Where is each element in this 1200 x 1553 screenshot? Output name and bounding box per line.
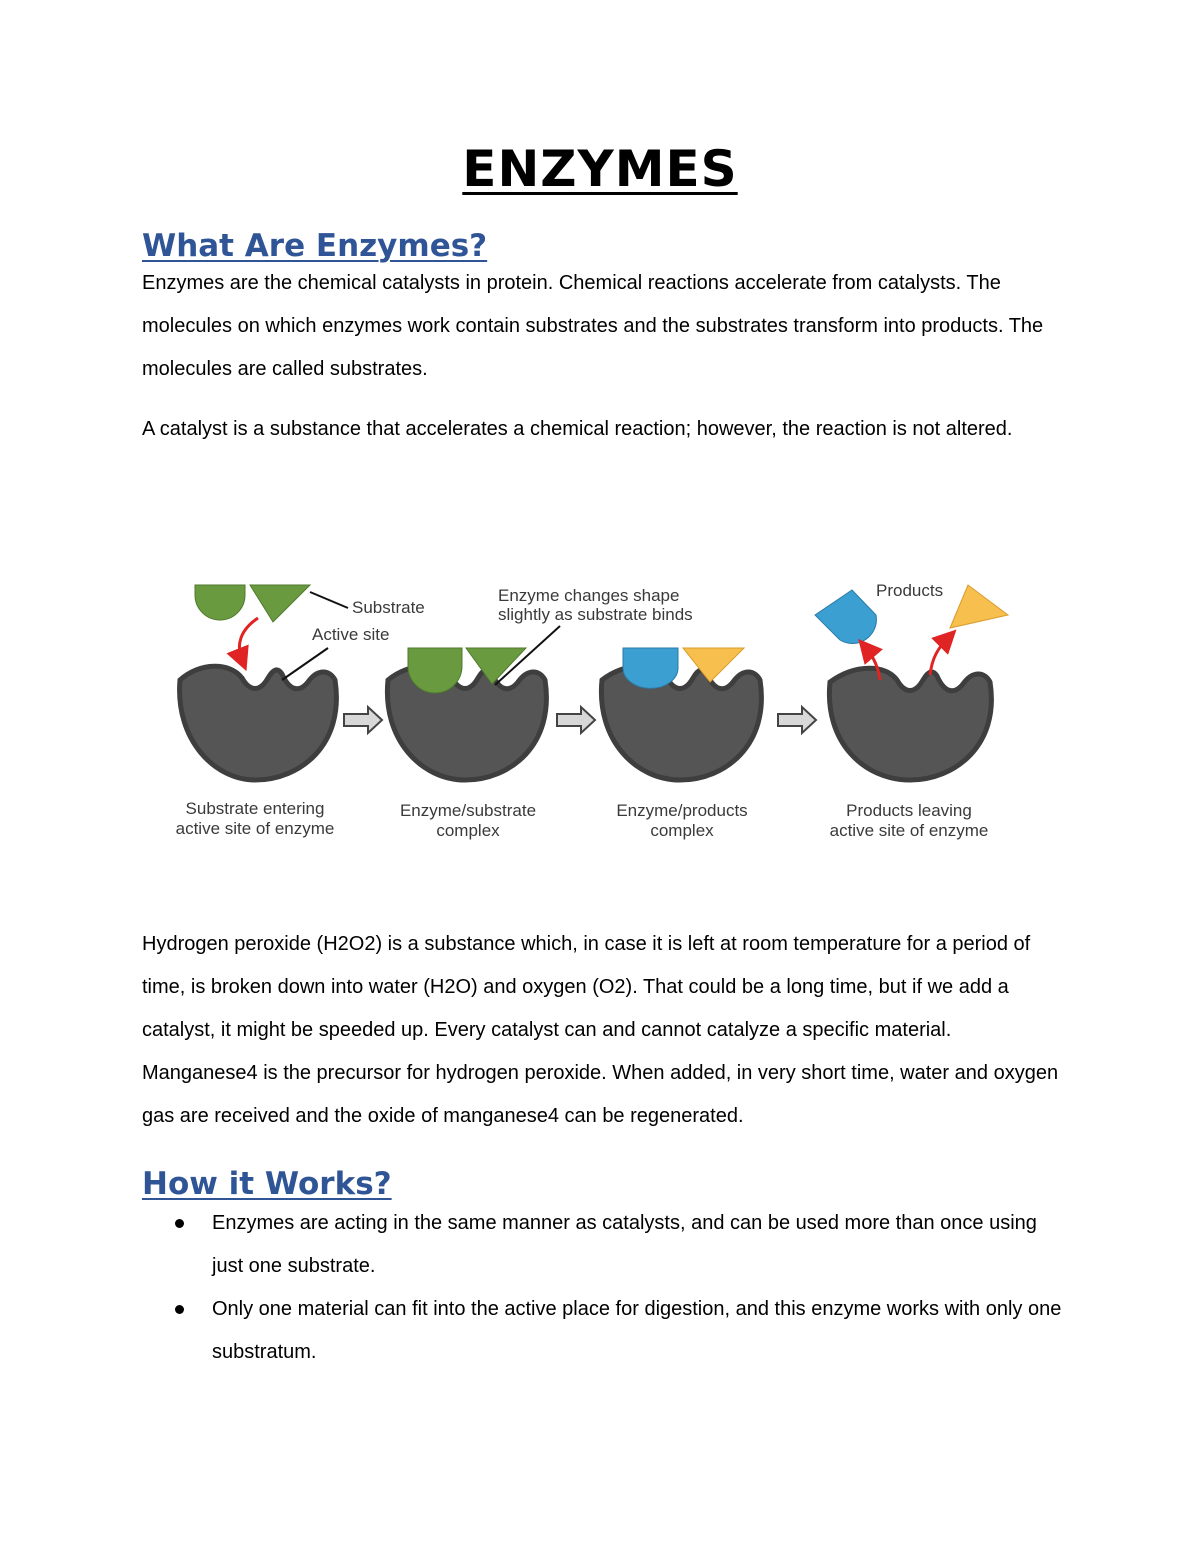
product-yellow-shape [950,585,1008,628]
product-blue-shape [623,648,678,688]
caption-stage-1-line-2: active site of enzyme [175,819,335,838]
red-arrow-icon [239,618,258,660]
pointer-line [310,592,348,608]
bullet-icon [175,1219,184,1228]
bullet-icon [175,1305,184,1314]
document-title: ENZYMES [462,140,738,198]
caption-stage-4-line-1: Products leaving [846,801,972,820]
list-item [142,1202,1072,1288]
red-arrow-icon [930,638,948,675]
process-arrow-icon [778,707,816,733]
list-item [142,1288,1072,1374]
section-heading-what-are-enzymes: What Are Enzymes? [142,228,488,264]
substrate-label: Substrate [352,598,425,617]
caption-stage-2-line-1: Enzyme/substrate [399,801,537,820]
enzyme-shape [601,666,761,780]
product-blue-shape [815,590,876,643]
enzyme-diagram [150,570,1030,860]
shape-change-label-line-2: slightly as substrate binds [498,605,693,624]
how-it-works-list [142,1202,1072,1374]
caption-stage-3-line-1: Enzyme/products [616,801,748,820]
caption-stage-4-line-2: active site of enzyme [829,821,989,840]
paragraph-catalyst-definition: A catalyst is a substance that accelerates a chemical reaction; however, the reaction is not altered. [142,418,1013,440]
substrate-shape [250,585,310,622]
caption-stage-2-line-2: complex [436,821,500,840]
stage-4-products-leaving [815,581,1008,780]
enzyme-shape [180,666,337,780]
paragraph-hydrogen-peroxide: Hydrogen peroxide (H2O2) is a substance which, in case it is left at room temperature for a period of time, is broken down into water (H2O) and oxygen (O2). That could be a long time, but if we add a catalyst, it might be speeded up. Every catalyst can and cannot catalyze a specific material. Manganese4 is the precursor for hydrogen peroxide. When added, in very short time, water and oxygen gas are received and the oxide of manganese4 can be regenerated. [142,933,1059,1127]
process-arrow-icon [557,707,595,733]
process-arrow-icon [344,707,382,733]
substrate-shape [195,585,245,620]
enzyme-shape [829,668,991,780]
section-heading-how-it-works: How it Works? [142,1166,392,1202]
shape-change-label-line-1: Enzyme changes shape [498,586,680,605]
active-site-label: Active site [312,625,390,644]
paragraph-enzymes-definition: Enzymes are the chemical catalysts in protein. Chemical reactions accelerate from catalysts. The molecules on which enzymes work contain substrates and the substrates transform into products. The molecules are called substrates. [142,272,1044,380]
caption-stage-3-line-2: complex [650,821,714,840]
stage-3-enzyme-products-complex [601,648,761,780]
caption-stage-1-line-1: Substrate entering [185,799,325,818]
list-item-text: Enzymes are acting in the same manner as catalysts, and can be used more than once using just one substrate. [212,1212,1037,1277]
list-item-text: Only one material can fit into the active place for digestion, and this enzyme works with only one substratum. [212,1298,1062,1363]
products-label: Products [876,581,944,600]
enzyme-shape [387,666,546,780]
